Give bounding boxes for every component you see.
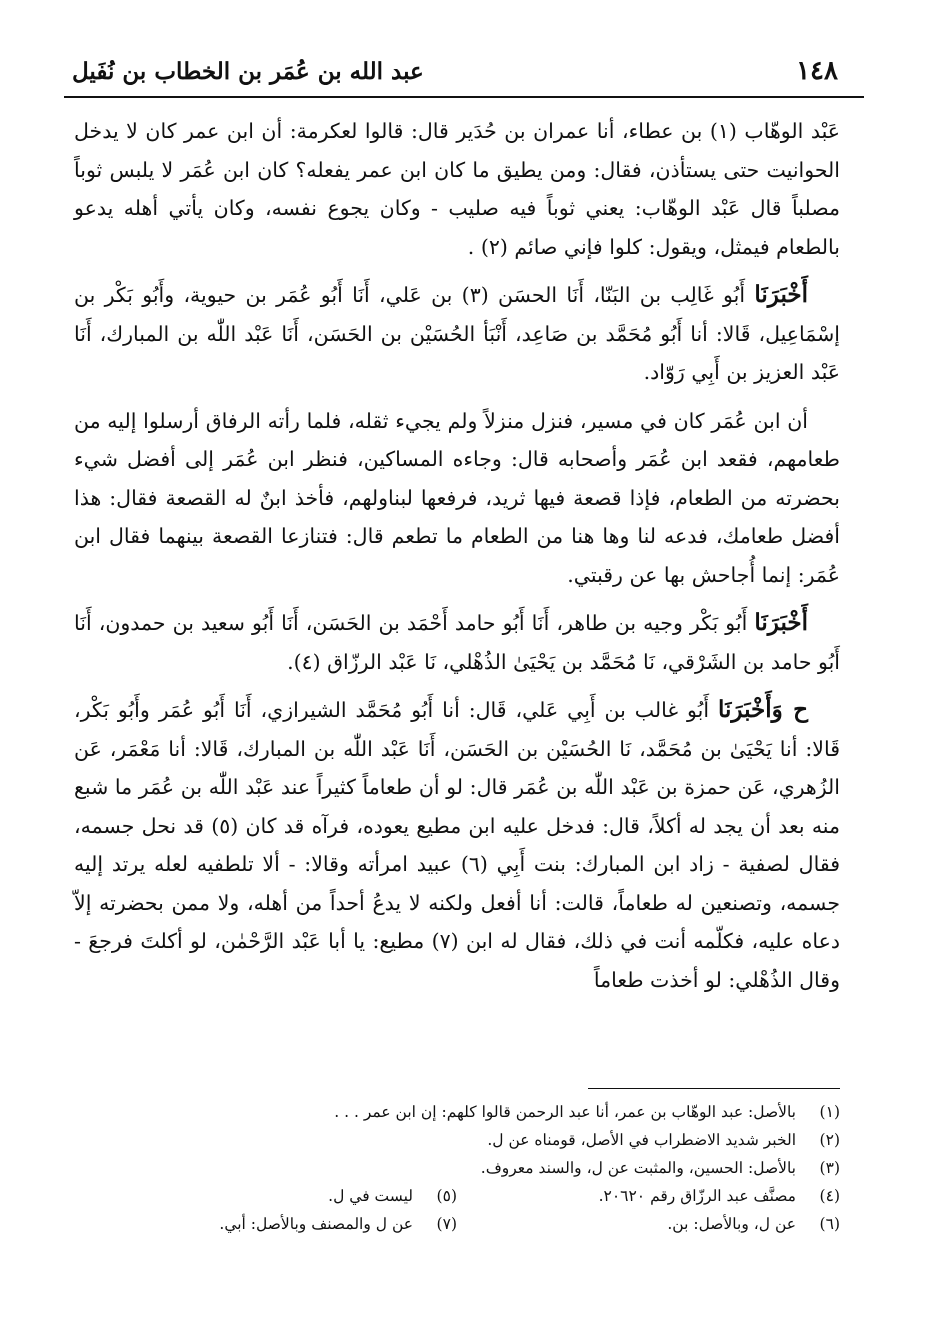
paragraph [74, 112, 840, 266]
footnote-text: بالأصل: الحسين، والمثبت عن ل، والسند معروف. [480, 1159, 796, 1177]
footnote-text: عن ل والمصنف وبالأصل: أبي. [219, 1215, 413, 1233]
paragraph [74, 691, 840, 999]
paragraph-text: أَبُو غَالِب بن البَنّا، أَنَا الحسَن (٣) بن عَلي، أَنَا أَبُو عُمَر بن حيوية، وأَبُو بَكْر بن إسْمَاعِيل، قَالا: أنا أَبُو مُحَمَّد بن صَاعِد، أَنْبَأ الحُسَيْن بن الحَسَن، أَنَا عَبْد اللّٰه بن المبارك، أَنَا عَبْد العزيز بن أَبِي رَوّاد. [74, 283, 840, 384]
footnote-text: بالأصل: عبد الوهّاب بن عمر، أنا عبد الرحمن قالوا كلهم: إن ابن عمر . . . [334, 1103, 796, 1121]
footnote-text: عن ل، وبالأصل: بن. [667, 1215, 796, 1233]
paragraph-text: أن ابن عُمَر كان في مسير، فنزل منزلاً ولم يجيء ثقله، فلما رأته الرفاق أرسلوا إليه من طعامهم، فقعد ابن عُمَر وأصحابه قال: وجاءه المساكين، فنظر ابن عُمَر إلى أفضل شيء بحضرته من الطعام، فإذا قصعة فيها ثريد، فرفعها لبناولهم، فأخذ ابنٌ له القصعة فقال: هذا أفضل طعامك، فدعه لنا وها هنا من الطعام ما تطعم قال: فتنازعا القصعة بينهما فقال ابن عُمَر: إنما أُجاحش بها عن رقبتي. [74, 408, 840, 587]
footnote-row [74, 1210, 840, 1238]
footnote-number: (٢) [819, 1131, 840, 1149]
paragraph [74, 402, 840, 595]
paragraph [74, 604, 840, 681]
paragraph-lead: ح وَأَخْبَرَنَا [717, 696, 809, 723]
footnote [74, 1126, 840, 1154]
footnote [457, 1182, 840, 1210]
footnote [74, 1098, 840, 1126]
footnote-divider [588, 1088, 840, 1089]
footnote-text: ليست في ل. [328, 1187, 413, 1205]
footnote-number: (٧) [436, 1215, 457, 1233]
footnote-number: (٦) [819, 1215, 840, 1233]
paragraph-text: أَبُو بَكْر وجيه بن طاهر، أَنَا أَبُو حامد أَحْمَد بن الحَسَن، أَنَا أَبُو سعيد بن حمدون، أَنَا أَبُو حامد بن الشَرْقي، نَا مُحَمَّد بن يَحْيَىٰ الذُهْلي، نَا عَبْد الرزّاق (٤). [74, 611, 840, 674]
paragraph-text: عَبْد الوهّاب (١) بن عطاء، أنا عمران بن حُدَير قال: قالوا لعكرمة: أن ابن عمر كان لا يدخل الحوانيت حتى يستأذن، فقال: ومن يطيق ما كان ابن عمر يفعله؟ كان ابن عُمَر لا يلبس ثوباً مصلباً قال عَبْد الوهّاب: يعني ثوباً فيه صليب - وكان يجوع نفسه، وكان يأتي أهله يدعو بالطعام فيمثل، ويقول: كلوا فإني صائم (٢) . [74, 119, 840, 259]
paragraph-lead: أَخْبَرَنَا [754, 609, 808, 636]
footnote-number: (٣) [819, 1159, 840, 1177]
running-title: عبد الله بن عُمَر بن الخطاب بن نُفَيل [72, 58, 424, 85]
main-text [74, 112, 840, 1009]
footnote-text: الخبر شديد الاضطراب في الأصل، قومناه عن ل. [487, 1131, 796, 1149]
paragraph [74, 276, 840, 392]
footnote-number: (٥) [436, 1187, 457, 1205]
footnote-number: (١) [819, 1103, 840, 1121]
footnote [457, 1210, 840, 1238]
paragraph-text: أَبُو غالب بن أَبِي عَلي، قَال: أنا أَبُو مُحَمَّد الشيرازي، أَنَا أَبُو عُمَر وأَبُو بَكْر، قَالا: أنا يَحْيَىٰ بن مُحَمَّد، نَا الحُسَيْن بن الحَسَن، أَنَا عَبْد اللّٰه بن المبارك، قَالا: أنا مَعْمَر، عَن الزُهري، عَن حمزة بن عَبْد اللّٰه بن عُمَر قال: لو أن طعاماً كثيراً عند عَبْد اللّٰه بن عُمَر ما شبع منه بعد أن يجد له أكلاً، قال: فدخل عليه ابن مطيع يعوده، فرآه قد كان (٥) قد نحل جسمه، فقال لصفية - زاد ابن المبارك: بنت أَبِي (٦) عبيد امرأته وقالا: - ألا تلطفيه لعله يرتد إليه جسمه، وتصنعين له طعاماً، قالت: أنا أفعل ولكنه لا يدعُ أحداً من أهله، ولا ممن بحضرته إلاّ دعاه عليه، فكلّمه أنت في ذلك، فقال له ابن (٧) مطيع: يا أبا عَبْد الرَّحْمٰن، لو أكلتَ فرجعَ - وقال الذُهْلي: لو أخذت طعاماً [74, 698, 840, 992]
footnote-row [74, 1182, 840, 1210]
footnote [74, 1210, 457, 1238]
footnote-text: مصنَّف عبد الرزّاق رقم ٢٠٦٢٠. [598, 1187, 796, 1205]
running-header [64, 52, 864, 98]
footnotes [74, 1098, 840, 1238]
footnote [74, 1154, 840, 1182]
page-number: ١٤٨ [796, 56, 838, 86]
footnote-number: (٤) [819, 1187, 840, 1205]
footnote [74, 1182, 457, 1210]
paragraph-lead: أَخْبَرَنَا [754, 281, 808, 308]
